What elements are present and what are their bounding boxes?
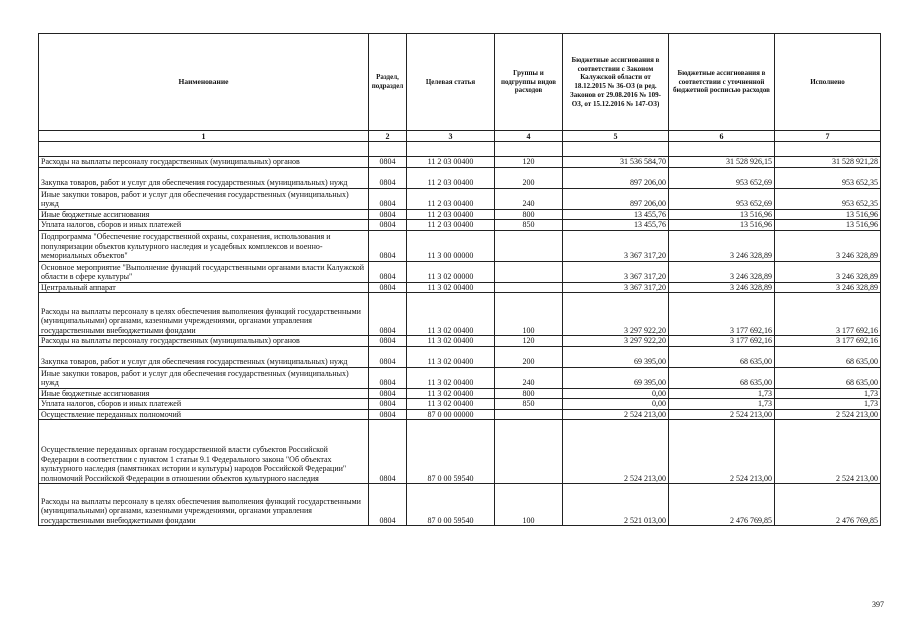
row-executed: 13 516,96 — [775, 209, 881, 220]
row-expense-group — [495, 261, 563, 282]
row-law-allocation: 0,00 — [563, 399, 669, 410]
row-refined-allocation: 1,73 — [669, 388, 775, 399]
row-expense-group: 120 — [495, 336, 563, 347]
row-expense-group: 200 — [495, 346, 563, 367]
row-name: Центральный аппарат — [39, 282, 369, 293]
row-law-allocation: 3 297 922,20 — [563, 293, 669, 336]
table-row — [39, 484, 881, 526]
row-target-article: 11 2 03 00400 — [407, 220, 495, 231]
header-target: Целевая статья — [407, 34, 495, 131]
row-refined-allocation: 68 635,00 — [669, 367, 775, 388]
row-law-allocation: 3 367 317,20 — [563, 261, 669, 282]
row-executed: 13 516,96 — [775, 220, 881, 231]
row-name: Основное мероприятие "Выполнение функций государственными органами власти Калужской области в сфере культуры" — [39, 261, 369, 282]
row-executed: 953 652,35 — [775, 188, 881, 209]
column-number: 6 — [669, 131, 775, 142]
row-law-allocation: 31 536 584,70 — [563, 157, 669, 168]
column-number: 2 — [369, 131, 407, 142]
row-law-allocation: 3 297 922,20 — [563, 336, 669, 347]
row-refined-allocation: 3 246 328,89 — [669, 261, 775, 282]
row-section: 0804 — [369, 399, 407, 410]
row-refined-allocation: 31 528 926,15 — [669, 157, 775, 168]
row-expense-group — [495, 230, 563, 261]
row-target-article: 11 3 02 00400 — [407, 367, 495, 388]
row-expense-group: 800 — [495, 209, 563, 220]
row-name: Осуществление переданных полномочий — [39, 409, 369, 420]
row-name: Расходы на выплаты персоналу государственных (муниципальных) органов — [39, 157, 369, 168]
table-row — [39, 420, 881, 484]
row-target-article: 11 3 02 00400 — [407, 346, 495, 367]
table-row — [39, 230, 881, 261]
row-section: 0804 — [369, 346, 407, 367]
row-executed: 3 177 692,16 — [775, 293, 881, 336]
row-section: 0804 — [369, 367, 407, 388]
table-row — [39, 167, 881, 188]
row-section: 0804 — [369, 157, 407, 168]
row-expense-group: 240 — [495, 188, 563, 209]
row-section: 0804 — [369, 230, 407, 261]
row-refined-allocation: 3 246 328,89 — [669, 230, 775, 261]
row-expense-group: 240 — [495, 367, 563, 388]
header-name: Наименование — [39, 34, 369, 131]
header-groups: Группы и подгруппы видов расходов — [495, 34, 563, 131]
page-number: 397 — [872, 600, 884, 609]
row-target-article: 87 0 00 59540 — [407, 420, 495, 484]
row-section: 0804 — [369, 409, 407, 420]
row-executed: 31 528 921,28 — [775, 157, 881, 168]
row-refined-allocation: 953 652,69 — [669, 188, 775, 209]
row-target-article: 11 2 03 00400 — [407, 157, 495, 168]
row-law-allocation: 13 455,76 — [563, 220, 669, 231]
row-refined-allocation: 3 246 328,89 — [669, 282, 775, 293]
table-row — [39, 388, 881, 399]
table-row — [39, 293, 881, 336]
row-law-allocation: 2 524 213,00 — [563, 409, 669, 420]
row-name: Уплата налогов, сборов и иных платежей — [39, 220, 369, 231]
row-name: Расходы на выплаты персоналу государственных (муниципальных) органов — [39, 336, 369, 347]
row-refined-allocation: 13 516,96 — [669, 220, 775, 231]
budget-table — [38, 33, 881, 526]
row-section: 0804 — [369, 388, 407, 399]
row-target-article: 87 0 00 00000 — [407, 409, 495, 420]
column-number: 1 — [39, 131, 369, 142]
row-expense-group — [495, 420, 563, 484]
row-law-allocation: 3 367 317,20 — [563, 282, 669, 293]
row-section: 0804 — [369, 282, 407, 293]
row-section: 0804 — [369, 209, 407, 220]
table-row — [39, 399, 881, 410]
row-expense-group — [495, 282, 563, 293]
row-name: Иные закупки товаров, работ и услуг для обеспечения государственных (муниципальных) нужд — [39, 188, 369, 209]
row-refined-allocation: 68 635,00 — [669, 346, 775, 367]
row-law-allocation: 0,00 — [563, 388, 669, 399]
row-target-article: 11 3 02 00400 — [407, 388, 495, 399]
row-section: 0804 — [369, 167, 407, 188]
table-row — [39, 409, 881, 420]
row-name: Осуществление переданных органам государственной власти субъектов Российской Федерации в соответствии с пунктом 1 статьи 9.1 Федерального закона "Об объектах культурного наследия (памятниках истории и культуры) народов Российской Федерации" полномочий Российской Федерации в отношении объектов культурного наследия — [39, 420, 369, 484]
row-target-article: 11 3 02 00400 — [407, 282, 495, 293]
table-row — [39, 336, 881, 347]
row-refined-allocation: 13 516,96 — [669, 209, 775, 220]
table-row — [39, 188, 881, 209]
row-refined-allocation: 3 177 692,16 — [669, 336, 775, 347]
row-name: Расходы на выплаты персоналу в целях обеспечения выполнения функций государственными (муниципальными) органами, казенными учреждениями, органами управления государственными внебюджетными фондами — [39, 293, 369, 336]
row-target-article: 11 2 03 00400 — [407, 188, 495, 209]
row-name: Расходы на выплаты персоналу в целях обеспечения выполнения функций государственными (муниципальными) органами, казенными учреждениями, органами управления государственными внебюджетными фондами — [39, 484, 369, 526]
row-executed: 2 476 769,85 — [775, 484, 881, 526]
row-executed: 68 635,00 — [775, 367, 881, 388]
row-section: 0804 — [369, 220, 407, 231]
column-number: 5 — [563, 131, 669, 142]
row-law-allocation: 897 206,00 — [563, 188, 669, 209]
row-name: Закупка товаров, работ и услуг для обеспечения государственных (муниципальных) нужд — [39, 167, 369, 188]
row-name: Уплата налогов, сборов и иных платежей — [39, 399, 369, 410]
row-section: 0804 — [369, 188, 407, 209]
row-law-allocation: 69 395,00 — [563, 346, 669, 367]
header-executed: Исполнено — [775, 34, 881, 131]
row-expense-group: 120 — [495, 157, 563, 168]
row-expense-group: 850 — [495, 220, 563, 231]
row-target-article: 11 3 00 00000 — [407, 230, 495, 261]
row-target-article: 11 3 02 00400 — [407, 293, 495, 336]
row-refined-allocation: 2 524 213,00 — [669, 409, 775, 420]
header-refined-allocations: Бюджетные ассигнования в соответствии с уточненной бюджетной росписью расходов — [669, 34, 775, 131]
column-number-row — [39, 131, 881, 142]
row-target-article: 11 3 02 00400 — [407, 336, 495, 347]
row-expense-group: 200 — [495, 167, 563, 188]
row-target-article: 87 0 00 59540 — [407, 484, 495, 526]
row-executed: 3 246 328,89 — [775, 230, 881, 261]
row-law-allocation: 2 524 213,00 — [563, 420, 669, 484]
row-law-allocation: 2 521 013,00 — [563, 484, 669, 526]
row-law-allocation: 13 455,76 — [563, 209, 669, 220]
row-expense-group: 100 — [495, 293, 563, 336]
row-law-allocation: 3 367 317,20 — [563, 230, 669, 261]
row-refined-allocation: 953 652,69 — [669, 167, 775, 188]
row-expense-group — [495, 409, 563, 420]
row-refined-allocation: 2 476 769,85 — [669, 484, 775, 526]
row-refined-allocation: 2 524 213,00 — [669, 420, 775, 484]
row-executed: 2 524 213,00 — [775, 409, 881, 420]
row-section: 0804 — [369, 420, 407, 484]
row-law-allocation: 69 395,00 — [563, 367, 669, 388]
table-row — [39, 346, 881, 367]
row-expense-group: 850 — [495, 399, 563, 410]
row-executed: 2 524 213,00 — [775, 420, 881, 484]
row-executed: 3 246 328,89 — [775, 261, 881, 282]
row-section: 0804 — [369, 336, 407, 347]
row-name: Иные бюджетные ассигнования — [39, 388, 369, 399]
row-name: Закупка товаров, работ и услуг для обеспечения государственных (муниципальных) нужд — [39, 346, 369, 367]
row-expense-group: 100 — [495, 484, 563, 526]
row-section: 0804 — [369, 293, 407, 336]
row-section: 0804 — [369, 484, 407, 526]
table-header-row — [39, 34, 881, 131]
row-section: 0804 — [369, 261, 407, 282]
table-row — [39, 220, 881, 231]
table-row — [39, 261, 881, 282]
row-name: Подпрограмма "Обеспечение государственной охраны, сохранения, использования и популяризации объектов культурного наследия и усадебных комплексов и военно-мемориальных объектов" — [39, 230, 369, 261]
table-row — [39, 209, 881, 220]
row-law-allocation: 897 206,00 — [563, 167, 669, 188]
row-executed: 1,73 — [775, 388, 881, 399]
row-name: Иные бюджетные ассигнования — [39, 209, 369, 220]
row-refined-allocation: 3 177 692,16 — [669, 293, 775, 336]
row-target-article: 11 3 02 00400 — [407, 399, 495, 410]
column-number: 4 — [495, 131, 563, 142]
row-executed: 3 246 328,89 — [775, 282, 881, 293]
row-expense-group: 800 — [495, 388, 563, 399]
header-law-allocations: Бюджетные ассигнования в соответствии с Законом Калужской области от 18.12.2015 № 36-ОЗ (в ред. Законов от 29.08.2016 № 109-ОЗ, от 15.12.2016 № 147-ОЗ) — [563, 34, 669, 131]
table-row — [39, 282, 881, 293]
row-target-article: 11 3 02 00000 — [407, 261, 495, 282]
column-number: 3 — [407, 131, 495, 142]
spacer-row — [39, 142, 881, 157]
column-number: 7 — [775, 131, 881, 142]
row-target-article: 11 2 03 00400 — [407, 167, 495, 188]
row-executed: 68 635,00 — [775, 346, 881, 367]
row-executed: 953 652,35 — [775, 167, 881, 188]
table-row — [39, 157, 881, 168]
row-target-article: 11 2 03 00400 — [407, 209, 495, 220]
row-refined-allocation: 1,73 — [669, 399, 775, 410]
table-row — [39, 367, 881, 388]
row-name: Иные закупки товаров, работ и услуг для обеспечения государственных (муниципальных) нужд — [39, 367, 369, 388]
row-executed: 1,73 — [775, 399, 881, 410]
row-executed: 3 177 692,16 — [775, 336, 881, 347]
header-section: Раздел, подраздел — [369, 34, 407, 131]
table-body — [39, 157, 881, 526]
